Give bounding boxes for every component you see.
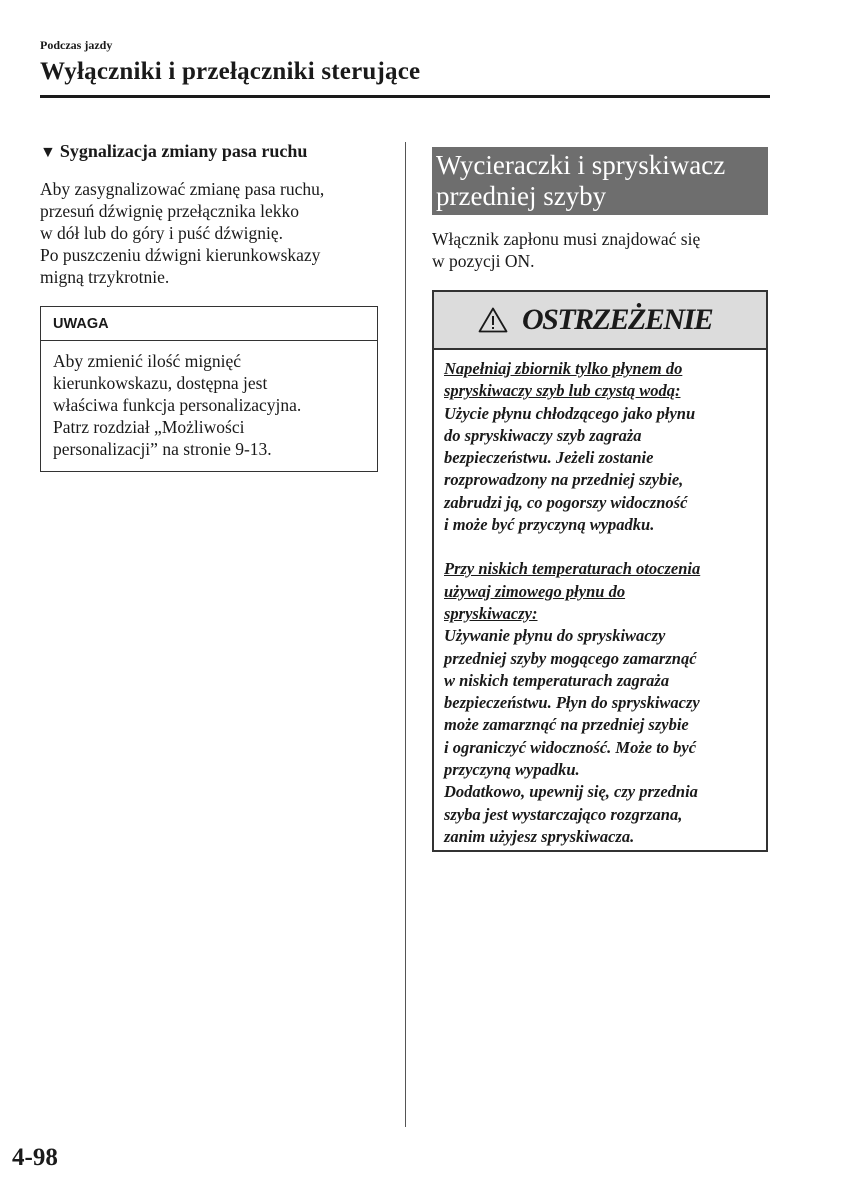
warning-line: może zamarznąć na przedniej szybie [444, 715, 689, 735]
warning-line: Użycie płynu chłodzącego jako płynu [444, 403, 696, 423]
warning-box [432, 290, 768, 852]
section-banner-line: przedniej szyby [436, 181, 607, 211]
warning-subheading-line: spryskiwaczy szyb lub czystą wodą: [444, 381, 681, 401]
paragraph-line: przesuń dźwignię przełącznika lekko [40, 201, 299, 221]
warning-subheading-line: spryskiwaczy: [444, 603, 538, 623]
title-rule [40, 95, 770, 98]
note-line: personalizacji” na stronie 9-13. [53, 439, 272, 459]
triangle-bullet-icon: ▼ [40, 144, 56, 161]
section-banner-wipers [432, 147, 768, 215]
warning-line: w niskich temperaturach zagraża [444, 670, 670, 690]
note-heading: UWAGA [41, 307, 377, 341]
note-line: kierunkowskazu, dostępna jest [53, 373, 268, 393]
paragraph-line: w dół lub do góry i puść dźwignię. [40, 223, 284, 243]
lane-change-paragraph [40, 178, 390, 288]
warning-body [444, 358, 764, 848]
paragraph-line: Włącznik zapłonu musi znajdować się [432, 229, 701, 249]
warning-line: Dodatkowo, upewnij się, czy przednia [444, 782, 698, 802]
section-banner-line: Wycieraczki i spryskiwacz [436, 150, 726, 180]
note-box [40, 306, 378, 472]
warning-title: OSTRZEŻENIE [522, 303, 713, 336]
page-number: 4-98 [12, 1144, 58, 1171]
warning-triangle-icon [478, 307, 508, 333]
paragraph-line: Aby zasygnalizować zmianę pasa ruchu, [40, 179, 325, 199]
section-label: Podczas jazdy [40, 38, 113, 52]
warning-header [434, 292, 766, 350]
note-line: właściwa funkcja personalizacyjna. [53, 395, 302, 415]
warning-line: szyba jest wystarczająco rozgrzana, [444, 804, 683, 824]
warning-line: i ograniczyć widoczność. Może to być [444, 737, 697, 757]
warning-line: bezpieczeństwu. Jeżeli zostanie [444, 448, 654, 468]
warning-subheading-line: Napełniaj zbiornik tylko płynem do [444, 359, 683, 378]
note-line: Aby zmienić ilość mignięć [53, 351, 242, 371]
warning-line: Używanie płynu do spryskiwaczy [444, 626, 666, 646]
warning-subheading-line: używaj zimowego płynu do [444, 581, 626, 601]
warning-line: rozprowadzony na przedniej szybie, [444, 470, 684, 490]
warning-line: przyczyną wypadku. [444, 760, 580, 780]
warning-subheading-line: Przy niskich temperaturach otoczenia [444, 559, 701, 579]
paragraph-gap [444, 536, 764, 558]
warning-line: zabrudzi ją, co pogorszy widoczność [444, 492, 688, 512]
note-body [53, 350, 371, 460]
paragraph-line: Po puszczeniu dźwigni kierunkowskazy [40, 245, 321, 265]
warning-line: przedniej szyby mogącego zamarznąć [444, 648, 697, 668]
warning-line: do spryskiwaczy szyb zagraża [444, 425, 642, 445]
ignition-paragraph [432, 228, 768, 272]
warning-line: zanim użyjesz spryskiwacza. [444, 826, 635, 846]
column-divider [405, 142, 406, 1127]
page-title: Wyłączniki i przełączniki sterujące [40, 58, 421, 85]
warning-line: bezpieczeństwu. Płyn do spryskiwaczy [444, 693, 700, 713]
paragraph-line: migną trzykrotnie. [40, 267, 170, 287]
note-line: Patrz rozdział „Możliwości [53, 417, 245, 437]
warning-line: i może być przyczyną wypadku. [444, 515, 655, 535]
paragraph-line: w pozycji ON. [432, 251, 535, 271]
subheading-text: Sygnalizacja zmiany pasa ruchu [59, 141, 308, 161]
subheading-lane-change [40, 141, 307, 162]
